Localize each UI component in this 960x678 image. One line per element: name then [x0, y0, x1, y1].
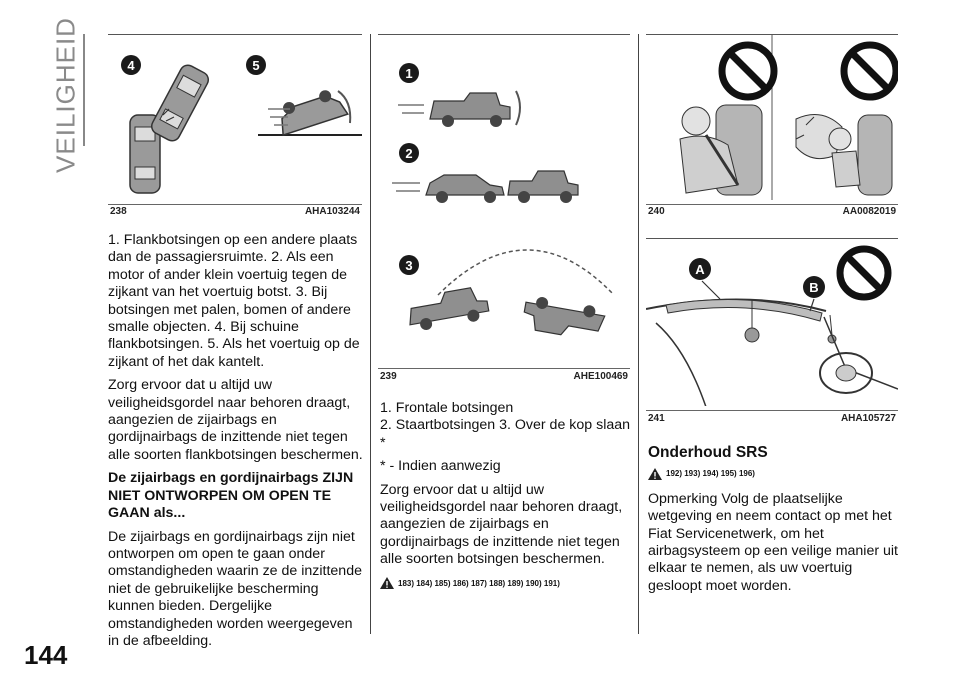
- warning-triangle-icon: [380, 577, 394, 589]
- figure-241: [646, 238, 898, 406]
- marker-B: B: [809, 280, 819, 295]
- section-side-title: VEILIGHEID: [50, 17, 81, 173]
- figure-238-caption: [110, 206, 360, 218]
- figure-241-code: AHA105727: [840, 413, 896, 424]
- column-1-text: [108, 232, 364, 656]
- warning-references-2: 192) 193) 194) 195) 196): [648, 465, 900, 482]
- marker-3: 3: [405, 258, 413, 273]
- footnote-optional: * - Indien aanwezig: [380, 458, 501, 475]
- figure-238-code: AHA103244: [304, 206, 360, 217]
- seatbelt-advice: Zorg ervoor dat u altijd uw veiligheidsgordel naar behoren draagt, aangezien de zijairbags en gordijnairbags de inzittende niet tegen alle soorten flankbotsingen beschermen.: [108, 377, 363, 463]
- marker-A: A: [695, 262, 705, 277]
- figure-238-number: 238: [110, 206, 127, 217]
- figure-241-caption: [648, 413, 896, 425]
- srs-disposal-note: Opmerking Volg de plaatselijke wetgeving en neem contact op met het Fiat Servicenetwerk, om het airbagsysteem op een veilige manier uit elkaar te nemen, als uw voertuig gesloopt moet worden.: [648, 490, 898, 594]
- column-divider-2: [638, 34, 639, 634]
- marker-5: 5: [252, 58, 260, 73]
- figure-239-caption-rule: [378, 368, 630, 369]
- list-rear-rollover: 2. Staartbotsingen 3. Over de kop slaan *: [380, 417, 631, 451]
- figure-238-caption-rule: [108, 204, 362, 205]
- marker-1: 1: [405, 66, 413, 81]
- srs-maintenance-heading: Onderhoud SRS: [648, 444, 768, 461]
- figure-238: [108, 34, 362, 200]
- warning-triangle-icon: [648, 468, 662, 480]
- column-3-text: [648, 444, 900, 601]
- figure-240: [646, 34, 898, 200]
- figure-239-illustration: [378, 35, 630, 364]
- column-divider-1: [370, 34, 371, 634]
- warning-references-1: 183) 184) 185) 186) 187) 188) 189) 190) 191): [380, 575, 632, 592]
- list-frontal: 1. Frontale botsingen: [380, 400, 514, 416]
- figure-239-number: 239: [380, 371, 397, 382]
- section-rule: [83, 34, 85, 146]
- figure-241-illustration: [646, 239, 898, 406]
- marker-2: 2: [405, 146, 413, 161]
- page-number: 144: [24, 640, 68, 670]
- column-2-text: [380, 400, 632, 600]
- figure-240-code: AA0082019: [842, 206, 896, 217]
- figure-239-code: AHE100469: [573, 371, 628, 382]
- figure-240-caption: [648, 206, 896, 218]
- figure-238-illustration: [108, 35, 362, 200]
- marker-4: 4: [127, 58, 135, 73]
- prohibition-icon-left: [722, 45, 774, 97]
- seatbelt-advice-2: Zorg ervoor dat u altijd uw veiligheidsgordel naar behoren draagt, aangezien de zijairbags en gordijnairbags de inzittende niet tegen alle soorten botsingen beschermen.: [380, 481, 623, 568]
- prohibition-icon-241: [840, 249, 888, 297]
- figure-239: [378, 34, 630, 364]
- prohibition-icon-right: [844, 45, 896, 97]
- figure-239-caption: [380, 371, 628, 383]
- figure-240-illustration: [646, 35, 898, 200]
- not-designed-heading: De zijairbags en gordijnairbags ZIJN NIET ONTWORPEN OM OPEN TE GAAN als...: [108, 470, 354, 522]
- figure-241-caption-rule: [646, 410, 898, 411]
- figure-241-number: 241: [648, 413, 665, 424]
- side-impact-list: 1. Flankbotsingen op een andere plaats dan de passagiersruimte. 2. Als een motor of ander klein voertuig tegen de zijkant van het voertuig botst. 3. Bij botsingen met palen, bomen of andere smalle objecten. 4. Bij schuine flankbotsingen. 5. Als het voertuig op de zijkant of het dak kantelt.: [108, 232, 360, 370]
- figure-240-number: 240: [648, 206, 665, 217]
- not-designed-text: De zijairbags en gordijnairbags zijn niet ontworpen om open te gaan onder omstandigheden waarin ze de inzittende niet de gebruikelijke bescherming kunnen bieden. Dergelijke omstandigheden worden weergegeven in de afbeelding.: [108, 528, 362, 649]
- figure-240-caption-rule: [646, 204, 898, 205]
